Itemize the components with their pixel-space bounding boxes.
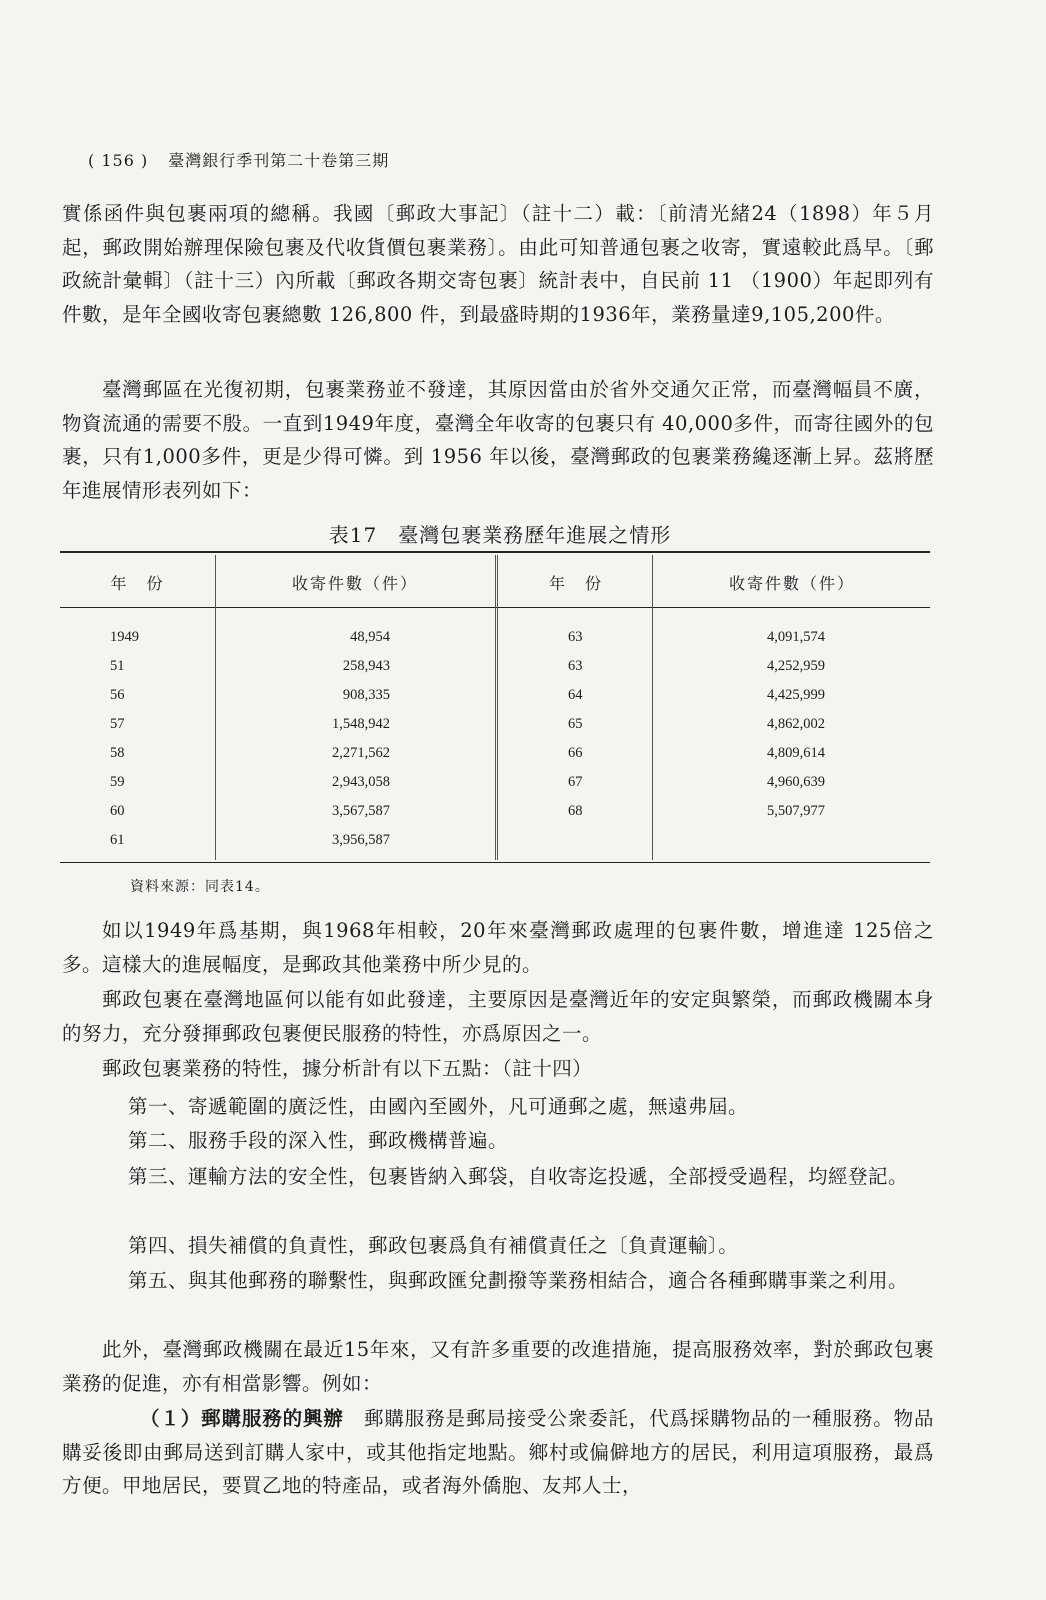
feature-2: 第二、服務手段的深入性，郵政機構普遍。	[128, 1129, 509, 1152]
table-divider	[495, 555, 498, 860]
feature-3: 第三、運輸方法的安全性，包裹皆納入郵袋，自收寄迄投遞，全部授受過程，均經登記。	[128, 1165, 909, 1188]
table-cell-count: 4,252,959	[767, 658, 825, 674]
journal-title: 臺灣銀行季刊第二十卷第三期	[168, 151, 390, 170]
table-divider	[652, 555, 653, 860]
table-cell-count: 4,862,002	[767, 716, 825, 732]
column-years-left	[110, 623, 170, 855]
table-cell-count: 4,809,614	[767, 745, 825, 761]
table-cell-year: 65	[568, 716, 583, 732]
table-bottom-rule	[60, 862, 930, 863]
table-cell-year: 61	[110, 832, 125, 848]
table-cell-year: 57	[110, 716, 125, 732]
table-cell-count: 4,425,999	[767, 687, 825, 703]
table-cell-count: 4,091,574	[767, 629, 825, 645]
column-counts-right	[700, 623, 825, 826]
column-years-right	[568, 623, 628, 826]
table-cell-year: 51	[110, 658, 125, 674]
feature-1: 第一、寄遞範圍的廣泛性，由國內至國外，凡可通郵之處，無遠弗屆。	[128, 1095, 749, 1118]
table-caption: 表17 臺灣包裹業務歷年進展之情形	[328, 523, 672, 547]
paragraph-6: 此外，臺灣郵政機關在最近15年來，又有許多重要的改進措施，提高服務效率，對於郵政包裹業務的促進，亦有相當影響。例如：	[62, 1338, 934, 1395]
table-cell-count: 258,943	[342, 658, 390, 674]
table-cell-year: 64	[568, 687, 583, 703]
table-cell-year: 67	[568, 774, 583, 790]
running-header	[88, 148, 389, 171]
table-top-rule	[60, 551, 930, 553]
paragraph-3: 如以1949年爲基期，與1968年相較，20年來臺灣郵政處理的包裹件數，增進達 125倍之多。這樣大的進展幅度，是郵政其他業務中所少見的。	[62, 919, 934, 976]
table-cell-count: 4,960,639	[767, 774, 825, 790]
table-cell-count: 2,943,058	[332, 774, 390, 790]
header-count-right: 收寄件數（件）	[728, 574, 855, 593]
table-cell-year: 63	[568, 629, 583, 645]
table-cell-year: 59	[110, 774, 125, 790]
table-cell-year: 56	[110, 687, 125, 703]
table-cell-year: 60	[110, 803, 125, 819]
table-cell-count: 1,548,942	[332, 716, 390, 732]
table-cell-year: 68	[568, 803, 583, 819]
paragraph-7	[62, 1402, 934, 1503]
paragraph-1: 實係函件與包裹兩項的總稱。我國〔郵政大事記〕（註十二）載：〔前清光緒24（1898）年５月起，郵政開始辦理保險包裹及代收貨價包裹業務〕。由此可知普通包裹之收寄，實遠較此爲早。〔郵政統計彙輯〕（註十三）內所載〔郵政各期交寄包裹〕統計表中，自民前 11 （1900）年起即列有件數，是年全國收寄包裹總數 126,800 件，到最盛時期的1936年，業務量達9,105,200件。	[62, 202, 934, 326]
header-count-left: 收寄件數（件）	[291, 574, 418, 593]
page-number: ( 156 )	[88, 151, 149, 170]
table-cell-year: 66	[568, 745, 583, 761]
table-cell-year: 1949	[110, 629, 139, 645]
section-body: 郵購服務是郵局接受公衆委託，代爲採購物品的一種服務。物品購妥後即由郵局送到訂購人家中，或其他指定地點。鄉村或偏僻地方的居民，利用這項服務，最爲方便。甲地居民，要買乙地的特產品，或者海外僑胞、友邦人士，	[62, 1407, 934, 1497]
paragraph-4: 郵政包裹在臺灣地區何以能有如此發達，主要原因是臺灣近年的安定與繁榮，而郵政機關本身的努力，充分發揮郵政包裹便民服務的特性，亦爲原因之一。	[62, 988, 934, 1045]
table-cell-count: 2,271,562	[332, 745, 390, 761]
table-source-note: 資料來源：同表14。	[130, 879, 270, 895]
table-cell-count: 5,507,977	[767, 803, 825, 819]
feature-4: 第四、損失補償的負責性，郵政包裹爲負有補償責任之〔負責運輸〕。	[128, 1234, 739, 1257]
table-cell-count: 3,956,587	[332, 832, 390, 848]
table-cell-count: 908,335	[342, 687, 390, 703]
paragraph-2: 臺灣郵區在光復初期，包裹業務並不發達，其原因當由於省外交通欠正常，而臺灣幅員不廣，物資流通的需要不殷。一直到1949年度，臺灣全年收寄的包裹只有 40,000多件，而寄往國外的包裹，只有1,000多件，更是少得可憐。到 1956 年以後，臺灣郵政的包裹業務纔逐漸上昇。茲將歷年進展情形表列如下：	[62, 378, 934, 502]
header-year-right: 年 份	[548, 574, 603, 593]
header-year-left: 年 份	[110, 574, 165, 593]
table-cell-count: 3,567,587	[332, 803, 390, 819]
table-cell-year: 63	[568, 658, 583, 674]
table-cell-count: 48,954	[350, 629, 390, 645]
table-cell-year: 58	[110, 745, 125, 761]
section-heading: （１）郵購服務的興辦	[140, 1407, 344, 1430]
column-counts-left	[260, 623, 390, 855]
table-divider	[215, 555, 216, 860]
feature-5: 第五、與其他郵務的聯繫性，與郵政匯兌劃撥等業務相結合，適合各種郵購事業之利用。	[128, 1269, 909, 1292]
paragraph-5: 郵政包裹業務的特性，據分析計有以下五點：（註十四）	[102, 1057, 593, 1080]
parcel-table	[60, 551, 930, 864]
